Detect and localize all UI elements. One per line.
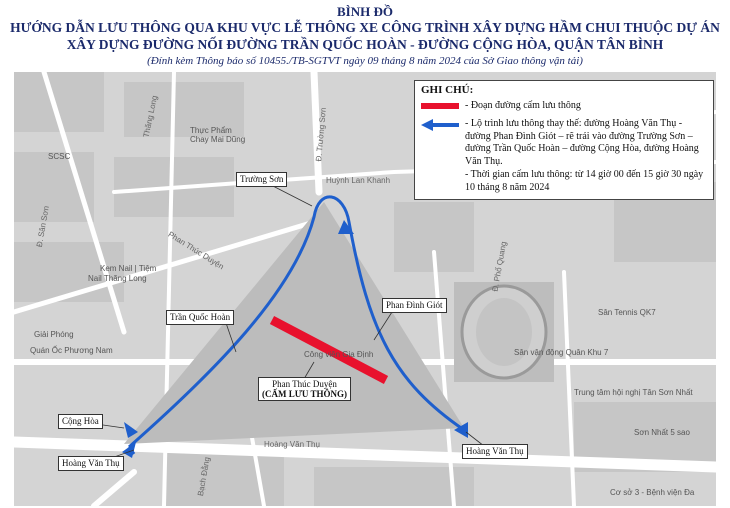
map-subtitle: HƯỚNG DẪN LƯU THÔNG QUA KHU VỰC LỄ THÔNG XE CÔNG TRÌNH XÂY DỰNG HẦM CHUI THUỘC DỰ ÁN XÂY DỰNG ĐƯỜNG NỐI ĐƯỜNG TRẦN QUỐC HOÀN - ĐƯỜNG CỘNG HÒA, QUẬN TÂN BÌNH: [10, 20, 720, 52]
poi-son-nhat: Sơn Nhất 5 sao: [634, 428, 690, 437]
street-san-son: Đ. Sân Sơn: [34, 205, 51, 248]
closed-street-status: (CẤM LƯU THÔNG): [262, 389, 347, 399]
legend-closed-text: - Đoạn đường cấm lưu thông: [465, 100, 581, 111]
poi-giai-phong: Giải Phóng: [34, 330, 74, 339]
street-thang-long: Thăng Long: [141, 94, 160, 139]
poi-san-van-dong: Sân vận động Quân Khu 7: [514, 348, 609, 357]
callout-tran-quoc-hoan: Trần Quốc Hoàn: [166, 310, 234, 325]
poi-quan-oc: Quán Ốc Phương Nam: [30, 346, 113, 355]
legend-time-text: - Thời gian cấm lưu thông: từ 14 giờ 00 đến 15 giờ 30 ngày 10 tháng 8 năm 2024: [465, 169, 704, 193]
street-truong-son: Đ. Trường Sơn: [314, 107, 328, 162]
legend-route-text: - Lộ trình lưu thông thay thế: đường Hoàng Văn Thụ - đường Phan Đình Giót – rẽ trái vào đường Trường Sơn – đường Trần Quốc Hoàn – đường Cộng Hòa, đường Hoàng Văn Thụ.: [465, 118, 699, 167]
poi-scsc: SCSC: [48, 152, 71, 161]
callout-cong-hoa: Cộng Hòa: [58, 414, 103, 429]
map-header: [0, 0, 730, 72]
legend-box: [414, 80, 714, 200]
street-hoang-van-thu: Hoàng Văn Thụ: [264, 440, 320, 449]
callout-truong-son: Trường Sơn: [236, 172, 287, 187]
poi-co-so: Cơ sở 3 - Bệnh viện Đa: [610, 488, 695, 497]
poi-cong-vien: Công viên Gia Định: [304, 350, 374, 359]
closed-street-name: Phan Thúc Duyện: [272, 379, 337, 389]
callout-phan-dinh-giot: Phan Đình Giót: [382, 298, 447, 313]
stadium: [454, 282, 554, 382]
map-title: BÌNH ĐỒ: [337, 4, 393, 19]
street-phu-quang: Đ. Phổ Quang: [490, 240, 509, 293]
poi-trung-tam: Trung tâm hội nghị Tân Sơn Nhất: [574, 388, 693, 397]
poi-nail-thang-long: Nail Thăng Long: [88, 274, 147, 283]
poi-kem-nail: Kem Nail | Tiệm: [100, 264, 157, 273]
map-reference-note: (Đính kèm Thông báo số 10455./TB-SGTVT ngày 09 tháng 8 năm 2024 của Sở Giao thông vận tải): [147, 55, 583, 67]
map-canvas: [14, 72, 716, 506]
legend-title: GHI CHÚ:: [421, 84, 474, 96]
callout-hoang-van-thu-left: Hoàng Văn Thụ: [58, 456, 124, 471]
poi-chay-mai: Chay Mai Dũng: [190, 135, 246, 144]
poi-san-tennis: Sân Tennis QK7: [598, 308, 656, 317]
street-huynh-lan-khanh: Huỳnh Lan Khanh: [326, 176, 391, 185]
poi-thuc-pham: Thực Phẩm: [190, 126, 232, 135]
callout-closed-street: [258, 377, 351, 401]
callout-hoang-van-thu-right: Hoàng Văn Thụ: [462, 444, 528, 459]
legend-closed-swatch: [419, 101, 461, 111]
street-phan-thuc-duyen: Phan Thúc Duyện: [166, 229, 226, 272]
legend-route-arrow-icon: [419, 119, 461, 131]
street-bach-dang: Bạch Đằng: [195, 456, 212, 497]
